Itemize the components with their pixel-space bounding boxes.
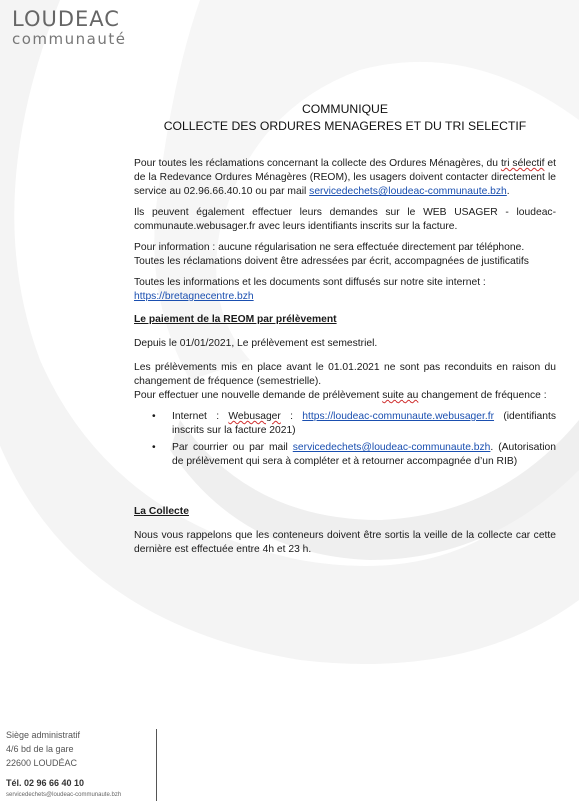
footer-email[interactable]: servicedechets@loudeac-communaute.bzh <box>6 792 122 798</box>
footer-line-1: Siège administratif <box>6 730 81 740</box>
reom-paragraph-1: Depuis le 01/01/2021, Le prélèvement est semestriel. <box>134 338 378 349</box>
intro-paragraph-2: Ils peuvent également effectuer leurs demandes sur le WEB USAGER - loudeac-communaute.webusager.fr avec leurs identifiants inscrits sur la facture. <box>134 207 556 232</box>
internet-note: (identifiants inscrits sur la facture 2021) <box>172 411 556 436</box>
reom-text: Pour effectuer une nouvelle demande de prélèvement <box>134 390 383 401</box>
info-line-1: Pour information : aucune régularisation ne sera effectuée directement par téléphone. <box>134 242 525 253</box>
reom-text-2: changement de fréquence : <box>418 390 547 401</box>
webusager-link[interactable]: https://loudeac-communaute.webusager.fr <box>302 411 495 422</box>
payment-methods-list <box>134 410 556 469</box>
intro-text-2: et de la Redevance Ordures Ménagères (REOM), les usagers doivent contacter directement le service au 02.96.66.40.10 ou par mail <box>134 158 556 197</box>
logo <box>12 8 126 47</box>
logo-name: LOUDEAC <box>12 7 120 31</box>
reom-heading: Le paiement de la REOM par prélèvement <box>134 314 337 325</box>
footer-line-3: 22600 LOUDÉAC <box>6 758 78 768</box>
tri-selectif-text: tri sélectif <box>500 158 545 169</box>
footer-address <box>6 728 121 800</box>
collecte-paragraph: Nous vous rappelons que les conteneurs doivent être sortis la veille de la collecte car cette dernière est effectuée entre 4h et 23 h. <box>134 530 556 555</box>
courrier-label: Par courrier ou par mail <box>172 442 293 453</box>
footer-phone: Tél. 02 96 66 40 10 <box>6 778 85 788</box>
reom-paragraph-2: Les prélèvements mis en place avant le 01.01.2021 ne sont pas reconduits en raison du changement de fréquence (semestrielle). <box>134 362 556 387</box>
title-line-1: COMMUNIQUE <box>302 102 388 116</box>
footer-line-2: 4/6 bd de la gare <box>6 744 74 754</box>
logo-subtitle: communauté <box>12 30 127 48</box>
webusager-text: Webusager <box>228 411 281 422</box>
list-item-courrier <box>152 441 556 469</box>
list-item-internet <box>152 410 556 438</box>
bullet-icon: • <box>152 442 156 453</box>
collecte-heading: La Collecte <box>134 506 189 517</box>
spacer <box>134 477 556 505</box>
title-line-2: COLLECTE DES ORDURES MENAGERES ET DU TRI SELECTIF <box>163 119 527 133</box>
document-title <box>134 101 556 135</box>
bullet-icon: • <box>152 411 156 422</box>
colon: : <box>280 411 303 422</box>
period: . <box>506 186 510 197</box>
info-line-2: Toutes les réclamations doivent être adressées par écrit, accompagnées de justificatifs <box>134 256 529 267</box>
intro-paragraph-3 <box>134 241 556 269</box>
intro-paragraph-4 <box>134 276 556 304</box>
website-link[interactable]: https://bretagnecentre.bzh <box>134 291 254 302</box>
intro-paragraph-1 <box>134 157 556 199</box>
service-email-link-2[interactable]: servicedechets@loudeac-communaute.bzh <box>292 442 491 453</box>
reom-paragraph-3 <box>134 389 556 403</box>
intro-text: Pour toutes les réclamations concernant la collecte des Ordures Ménagères, du <box>134 158 501 169</box>
footer-divider <box>156 729 157 801</box>
service-email-link[interactable]: servicedechets@loudeac-communaute.bzh <box>309 186 507 197</box>
document-body <box>134 101 556 564</box>
courrier-note: . (Autorisation de prélèvement qui sera à compléter et à retourner accompagnée d’un RIB) <box>172 442 556 467</box>
suite-au-text: suite au <box>382 390 419 401</box>
internet-label: Internet : <box>172 411 229 422</box>
website-intro: Toutes les informations et les documents sont diffusés sur notre site internet : <box>134 277 486 288</box>
